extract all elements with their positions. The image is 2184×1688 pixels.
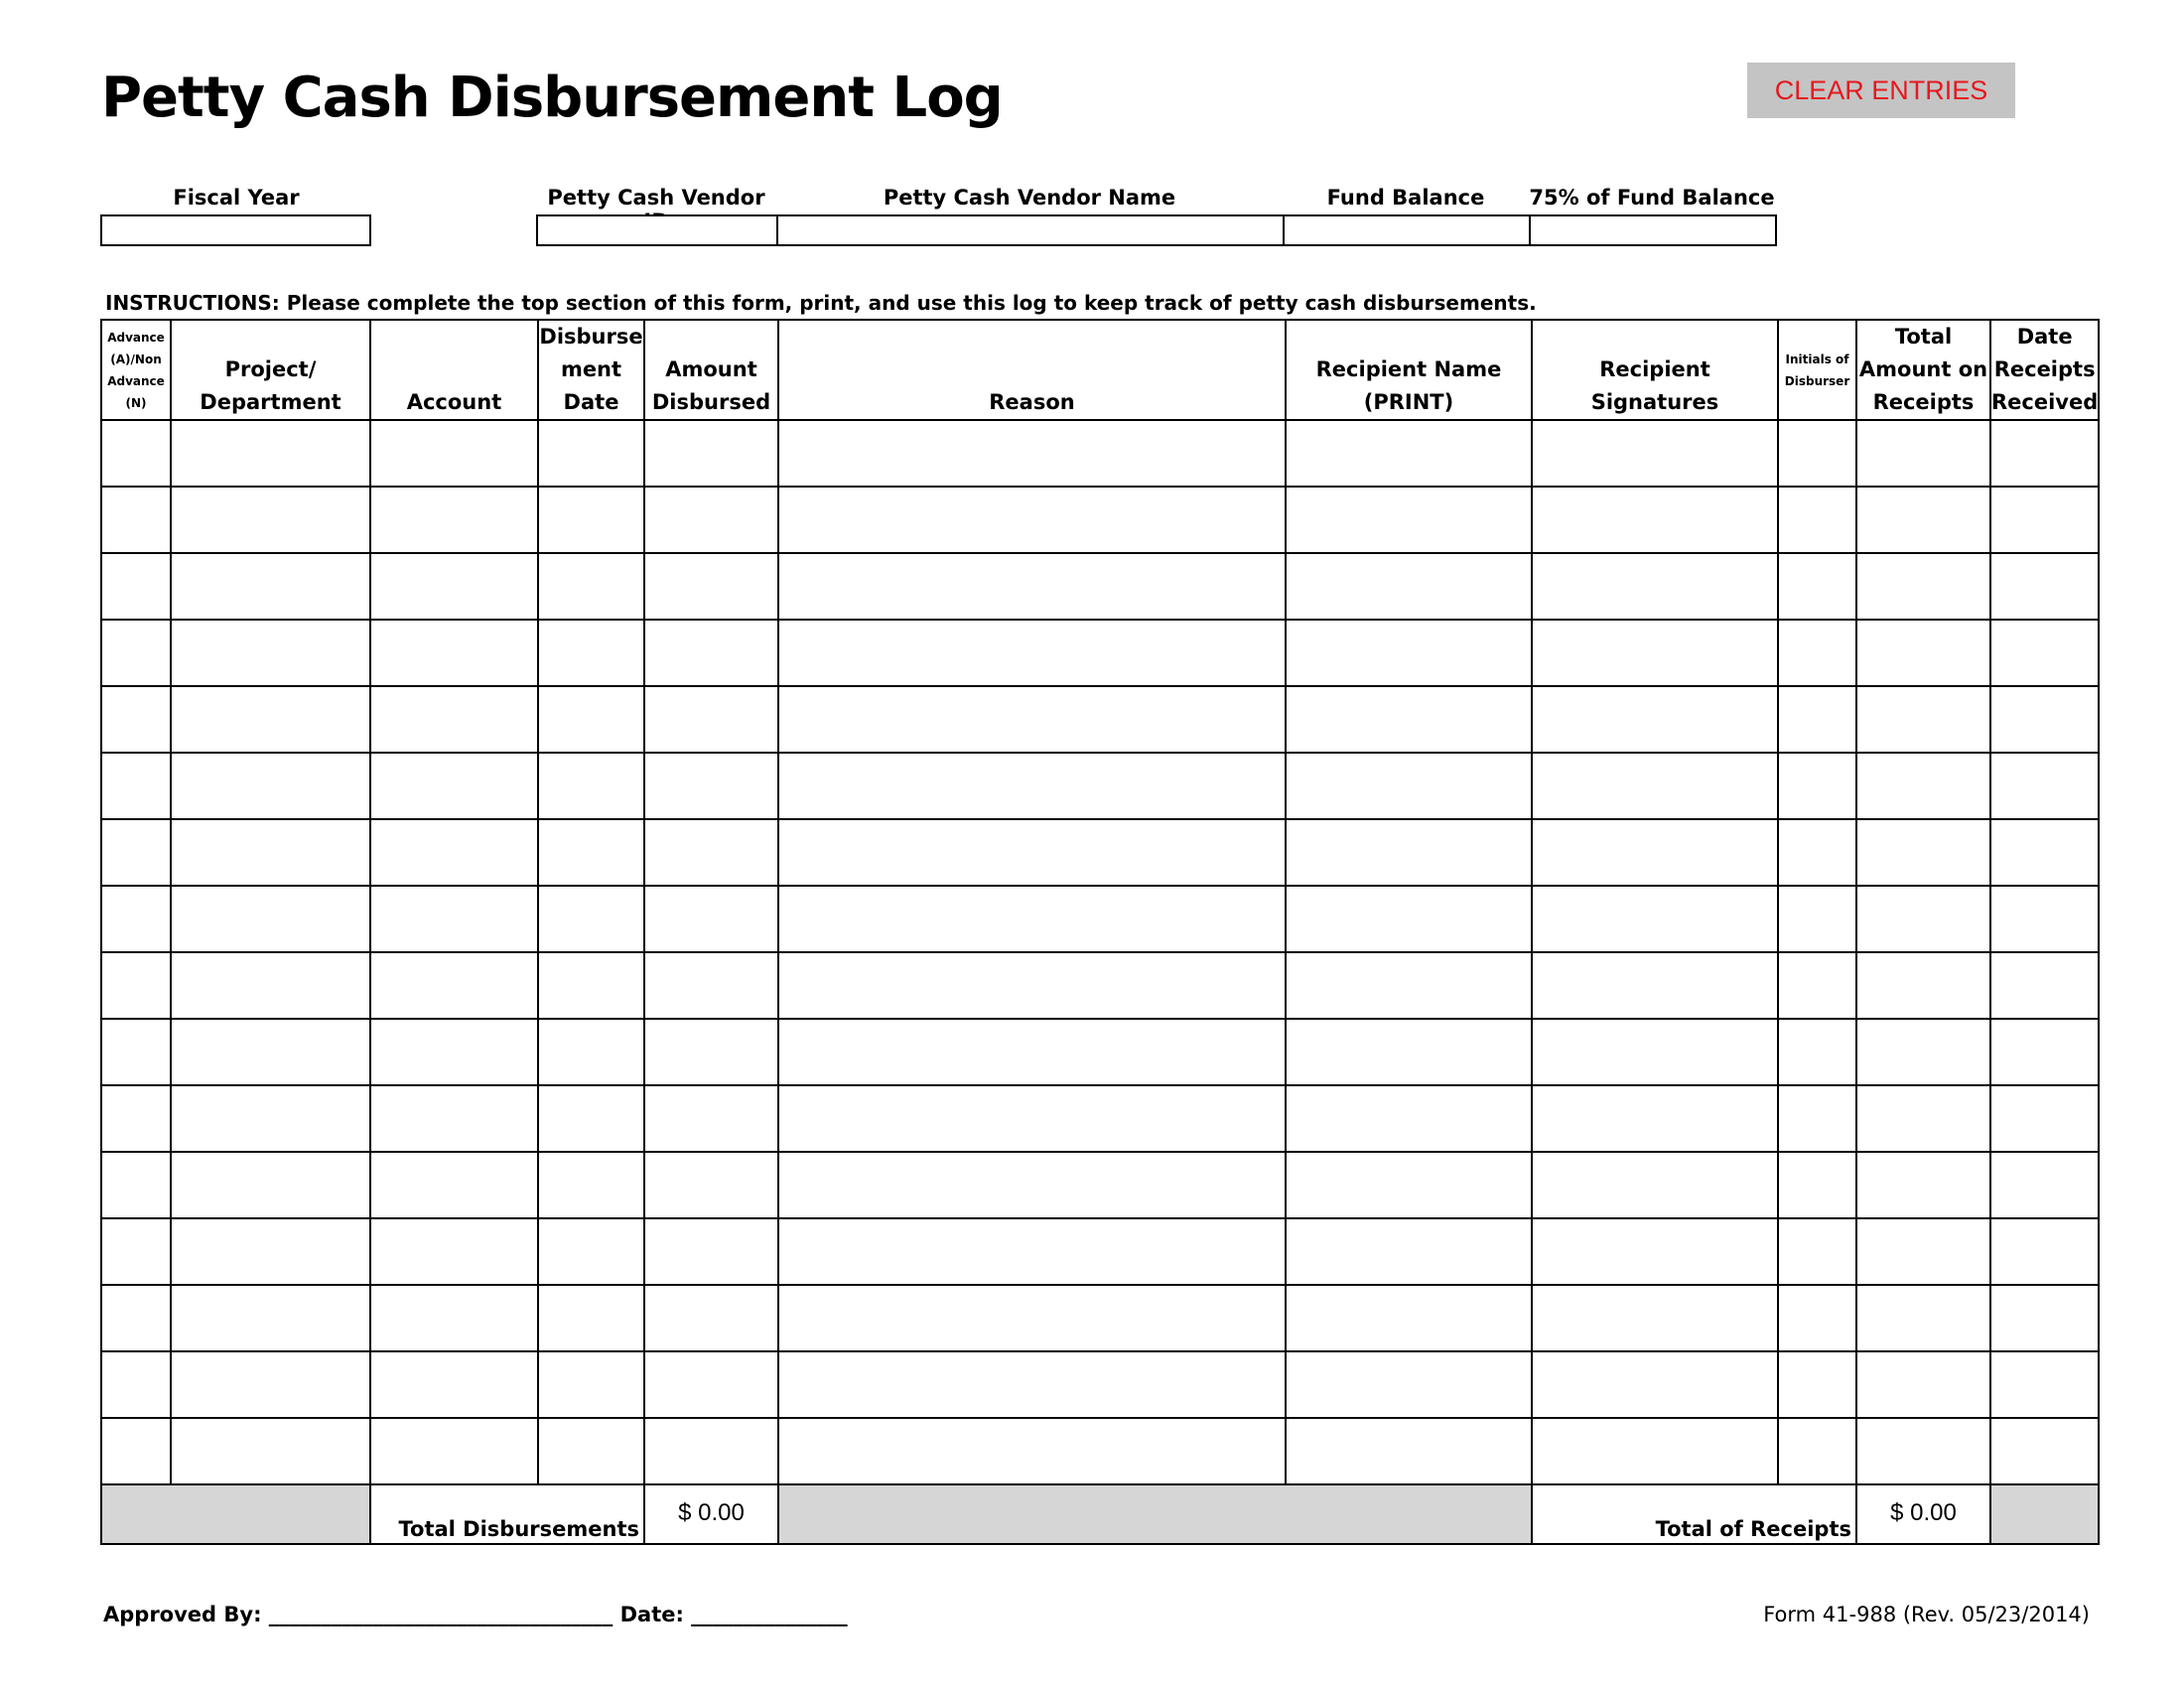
- disb-date-cell[interactable]: [538, 753, 644, 819]
- account-cell[interactable]: [370, 553, 538, 620]
- project-cell[interactable]: [171, 1285, 370, 1351]
- account-cell[interactable]: [370, 1285, 538, 1351]
- fund-balance-input[interactable]: [1283, 214, 1531, 246]
- total-receipts-cell[interactable]: [1856, 1285, 1990, 1351]
- signature-cell[interactable]: [1532, 1418, 1778, 1484]
- account-cell[interactable]: [370, 1418, 538, 1484]
- fund-75-label: 75% of Fund Balance: [1529, 186, 1775, 210]
- vendor-id-label: Petty Cash Vendor: [547, 186, 765, 210]
- amount-cell[interactable]: [644, 487, 778, 553]
- disb-date-cell[interactable]: [538, 1152, 644, 1218]
- disb-date-cell[interactable]: [538, 487, 644, 553]
- disb-date-cell[interactable]: [538, 952, 644, 1019]
- totals-gray-cell: [778, 1484, 1532, 1544]
- signature-cell[interactable]: [1532, 1218, 1778, 1285]
- advance-cell[interactable]: [101, 1285, 171, 1351]
- table-row: [101, 487, 2099, 553]
- table-row: [101, 819, 2099, 886]
- total-receipts-cell[interactable]: [1856, 753, 1990, 819]
- amount-cell[interactable]: [644, 1418, 778, 1484]
- reason-cell[interactable]: [778, 1085, 1286, 1152]
- account-cell[interactable]: [370, 1152, 538, 1218]
- col-account-header: Account: [370, 320, 538, 420]
- initials-cell[interactable]: [1778, 1418, 1856, 1484]
- disb-date-cell[interactable]: [538, 686, 644, 753]
- reason-cell[interactable]: [778, 553, 1286, 620]
- reason-cell[interactable]: [778, 487, 1286, 553]
- total-receipts-cell[interactable]: [1856, 819, 1990, 886]
- date-received-cell[interactable]: [1990, 420, 2099, 487]
- form-number: Form 41-988 (Rev. 05/23/2014): [1763, 1603, 2090, 1626]
- amount-cell[interactable]: [644, 753, 778, 819]
- disb-date-cell[interactable]: [538, 886, 644, 952]
- advance-cell[interactable]: [101, 753, 171, 819]
- recipient-name-cell[interactable]: [1286, 753, 1532, 819]
- reason-cell[interactable]: [778, 1218, 1286, 1285]
- totals-row: [101, 1484, 2099, 1544]
- table-row: [101, 1019, 2099, 1085]
- account-cell[interactable]: [370, 753, 538, 819]
- initials-cell[interactable]: [1778, 620, 1856, 686]
- total-receipts-cell[interactable]: [1856, 1019, 1990, 1085]
- signature-cell[interactable]: [1532, 1019, 1778, 1085]
- advance-cell[interactable]: [101, 686, 171, 753]
- disbursement-table: [100, 319, 2100, 1545]
- disb-date-cell[interactable]: [538, 1218, 644, 1285]
- total-receipts-cell[interactable]: [1856, 886, 1990, 952]
- project-cell[interactable]: [171, 553, 370, 620]
- col-date-received-header: Date Receipts Received: [1990, 320, 2099, 420]
- fiscal-year-input[interactable]: [100, 214, 371, 246]
- account-cell[interactable]: [370, 487, 538, 553]
- amount-cell[interactable]: [644, 1152, 778, 1218]
- signature-cell[interactable]: [1532, 819, 1778, 886]
- recipient-name-cell[interactable]: [1286, 1218, 1532, 1285]
- initials-cell[interactable]: [1778, 1351, 1856, 1418]
- reason-cell[interactable]: [778, 1285, 1286, 1351]
- recipient-name-cell[interactable]: [1286, 686, 1532, 753]
- vendor-name-input[interactable]: [776, 214, 1285, 246]
- reason-cell[interactable]: [778, 686, 1286, 753]
- project-cell[interactable]: [171, 1418, 370, 1484]
- date-received-cell[interactable]: [1990, 886, 2099, 952]
- project-cell[interactable]: [171, 952, 370, 1019]
- account-cell[interactable]: [370, 686, 538, 753]
- advance-cell[interactable]: [101, 1152, 171, 1218]
- signature-cell[interactable]: [1532, 420, 1778, 487]
- table-header-row: [101, 320, 2099, 420]
- signature-cell[interactable]: [1532, 952, 1778, 1019]
- advance-cell[interactable]: [101, 819, 171, 886]
- advance-cell[interactable]: [101, 886, 171, 952]
- project-cell[interactable]: [171, 1152, 370, 1218]
- signature-cell[interactable]: [1532, 1285, 1778, 1351]
- advance-cell[interactable]: [101, 952, 171, 1019]
- total-disbursements-value[interactable]: $ 0.00: [644, 1484, 778, 1544]
- instructions-text: INSTRUCTIONS: Please complete the top section of this form, print, and use this log to keep track of petty cash disbursements.: [105, 291, 1537, 315]
- date-received-cell[interactable]: [1990, 753, 2099, 819]
- fund-balance-label: Fund Balance: [1326, 186, 1485, 210]
- signature-cell[interactable]: [1532, 1085, 1778, 1152]
- table-row: [101, 620, 2099, 686]
- reason-cell[interactable]: [778, 952, 1286, 1019]
- date-received-cell[interactable]: [1990, 1418, 2099, 1484]
- total-receipts-cell[interactable]: [1856, 1418, 1990, 1484]
- recipient-name-cell[interactable]: [1286, 1351, 1532, 1418]
- disb-date-cell[interactable]: [538, 620, 644, 686]
- recipient-name-cell[interactable]: [1286, 886, 1532, 952]
- col-disb-date-header: Disburse ment Date: [538, 320, 644, 420]
- signature-cell[interactable]: [1532, 686, 1778, 753]
- account-cell[interactable]: [370, 819, 538, 886]
- table-row: [101, 686, 2099, 753]
- total-receipts-value[interactable]: $ 0.00: [1856, 1484, 1990, 1544]
- signature-cell[interactable]: [1532, 620, 1778, 686]
- table-row: [101, 1418, 2099, 1484]
- account-cell[interactable]: [370, 620, 538, 686]
- project-cell[interactable]: [171, 487, 370, 553]
- fund-75-input[interactable]: [1529, 214, 1777, 246]
- disb-date-cell[interactable]: [538, 1418, 644, 1484]
- account-cell[interactable]: [370, 1351, 538, 1418]
- project-cell[interactable]: [171, 1351, 370, 1418]
- amount-cell[interactable]: [644, 1085, 778, 1152]
- account-cell[interactable]: [370, 420, 538, 487]
- advance-cell[interactable]: [101, 1085, 171, 1152]
- recipient-name-cell[interactable]: [1286, 1019, 1532, 1085]
- account-cell[interactable]: [370, 1019, 538, 1085]
- total-receipts-cell[interactable]: [1856, 1351, 1990, 1418]
- disb-date-cell[interactable]: [538, 553, 644, 620]
- fiscal-year-label: Fiscal Year: [173, 186, 300, 210]
- amount-cell[interactable]: [644, 1285, 778, 1351]
- project-cell[interactable]: [171, 620, 370, 686]
- recipient-name-cell[interactable]: [1286, 1418, 1532, 1484]
- table-row: [101, 886, 2099, 952]
- table-row: [101, 1351, 2099, 1418]
- col-project-header: Project/ Department: [171, 320, 370, 420]
- total-receipts-cell[interactable]: [1856, 620, 1990, 686]
- disb-date-cell[interactable]: [538, 420, 644, 487]
- account-cell[interactable]: [370, 1218, 538, 1285]
- signature-cell[interactable]: [1532, 1152, 1778, 1218]
- totals-gray-cell: [101, 1484, 370, 1544]
- reason-cell[interactable]: [778, 819, 1286, 886]
- recipient-name-cell[interactable]: [1286, 620, 1532, 686]
- recipient-name-cell[interactable]: [1286, 487, 1532, 553]
- initials-cell[interactable]: [1778, 686, 1856, 753]
- recipient-name-cell[interactable]: [1286, 1085, 1532, 1152]
- table-row: [101, 553, 2099, 620]
- advance-cell[interactable]: [101, 1019, 171, 1085]
- date-received-cell[interactable]: [1990, 1285, 2099, 1351]
- project-cell[interactable]: [171, 420, 370, 487]
- amount-cell[interactable]: [644, 1019, 778, 1085]
- col-amount-header: Amount Disbursed: [644, 320, 778, 420]
- recipient-name-cell[interactable]: [1286, 1152, 1532, 1218]
- total-receipts-cell[interactable]: [1856, 1218, 1990, 1285]
- project-cell[interactable]: [171, 1019, 370, 1085]
- date-received-cell[interactable]: [1990, 1085, 2099, 1152]
- reason-cell[interactable]: [778, 1152, 1286, 1218]
- col-recipient-name-header: Recipient Name (PRINT): [1286, 320, 1532, 420]
- date-received-cell[interactable]: [1990, 819, 2099, 886]
- project-cell[interactable]: [171, 819, 370, 886]
- amount-cell[interactable]: [644, 1351, 778, 1418]
- project-cell[interactable]: [171, 886, 370, 952]
- amount-cell[interactable]: [644, 819, 778, 886]
- table-row: [101, 952, 2099, 1019]
- project-cell[interactable]: [171, 753, 370, 819]
- project-cell[interactable]: [171, 686, 370, 753]
- advance-cell[interactable]: [101, 620, 171, 686]
- table-row: [101, 1085, 2099, 1152]
- recipient-name-cell[interactable]: [1286, 819, 1532, 886]
- totals-gray-cell: [1990, 1484, 2099, 1544]
- date-received-cell[interactable]: [1990, 1351, 2099, 1418]
- account-cell[interactable]: [370, 952, 538, 1019]
- initials-cell[interactable]: [1778, 819, 1856, 886]
- reason-cell[interactable]: [778, 753, 1286, 819]
- amount-cell[interactable]: [644, 952, 778, 1019]
- table-row: [101, 1152, 2099, 1218]
- reason-cell[interactable]: [778, 620, 1286, 686]
- disb-date-cell[interactable]: [538, 1351, 644, 1418]
- amount-cell[interactable]: [644, 420, 778, 487]
- advance-cell[interactable]: [101, 553, 171, 620]
- initials-cell[interactable]: [1778, 1152, 1856, 1218]
- table-row: [101, 1218, 2099, 1285]
- reason-cell[interactable]: [778, 1418, 1286, 1484]
- initials-cell[interactable]: [1778, 1285, 1856, 1351]
- vendor-name-label: Petty Cash Vendor Name: [883, 186, 1176, 210]
- vendor-id-input[interactable]: [536, 214, 778, 246]
- total-receipts-cell[interactable]: [1856, 420, 1990, 487]
- reason-cell[interactable]: [778, 1351, 1286, 1418]
- initials-cell[interactable]: [1778, 1218, 1856, 1285]
- recipient-name-cell[interactable]: [1286, 1285, 1532, 1351]
- recipient-name-cell[interactable]: [1286, 553, 1532, 620]
- initials-cell[interactable]: [1778, 1019, 1856, 1085]
- signature-cell[interactable]: [1532, 553, 1778, 620]
- date-received-cell[interactable]: [1990, 1152, 2099, 1218]
- total-disbursements-label: Total Disbursements: [370, 1484, 644, 1544]
- recipient-name-cell[interactable]: [1286, 952, 1532, 1019]
- account-cell[interactable]: [370, 886, 538, 952]
- initials-cell[interactable]: [1778, 420, 1856, 487]
- approved-by-line: Approved By: _________________________________ Date: _______________: [103, 1603, 848, 1626]
- project-cell[interactable]: [171, 1085, 370, 1152]
- initials-cell[interactable]: [1778, 487, 1856, 553]
- col-initials-header: Initials of Disburser: [1778, 320, 1856, 420]
- reason-cell[interactable]: [778, 1019, 1286, 1085]
- disb-date-cell[interactable]: [538, 819, 644, 886]
- reason-cell[interactable]: [778, 420, 1286, 487]
- total-receipts-cell[interactable]: [1856, 553, 1990, 620]
- initials-cell[interactable]: [1778, 886, 1856, 952]
- col-advance-header: Advance (A)/Non Advance (N): [101, 320, 171, 420]
- date-received-cell[interactable]: [1990, 1019, 2099, 1085]
- signature-cell[interactable]: [1532, 1351, 1778, 1418]
- signature-cell[interactable]: [1532, 753, 1778, 819]
- amount-cell[interactable]: [644, 620, 778, 686]
- col-signatures-header: Recipient Signatures: [1532, 320, 1778, 420]
- total-receipts-cell[interactable]: [1856, 1085, 1990, 1152]
- initials-cell[interactable]: [1778, 952, 1856, 1019]
- total-receipts-cell[interactable]: [1856, 487, 1990, 553]
- advance-cell[interactable]: [101, 487, 171, 553]
- amount-cell[interactable]: [644, 686, 778, 753]
- project-cell[interactable]: [171, 1218, 370, 1285]
- col-reason-header: Reason: [778, 320, 1286, 420]
- table-row: [101, 420, 2099, 487]
- page-title: Petty Cash Disbursement Log: [101, 66, 1003, 130]
- signature-cell[interactable]: [1532, 886, 1778, 952]
- total-receipts-cell[interactable]: [1856, 952, 1990, 1019]
- total-receipts-cell[interactable]: [1856, 1152, 1990, 1218]
- date-received-cell[interactable]: [1990, 952, 2099, 1019]
- clear-entries-button[interactable]: CLEAR ENTRIES: [1747, 63, 2015, 118]
- advance-cell[interactable]: [101, 1351, 171, 1418]
- advance-cell[interactable]: [101, 1418, 171, 1484]
- disb-date-cell[interactable]: [538, 1285, 644, 1351]
- disb-date-cell[interactable]: [538, 1085, 644, 1152]
- recipient-name-cell[interactable]: [1286, 420, 1532, 487]
- date-received-cell[interactable]: [1990, 686, 2099, 753]
- amount-cell[interactable]: [644, 886, 778, 952]
- initials-cell[interactable]: [1778, 753, 1856, 819]
- date-received-cell[interactable]: [1990, 1218, 2099, 1285]
- amount-cell[interactable]: [644, 553, 778, 620]
- amount-cell[interactable]: [644, 1218, 778, 1285]
- initials-cell[interactable]: [1778, 1085, 1856, 1152]
- total-receipts-cell[interactable]: [1856, 686, 1990, 753]
- reason-cell[interactable]: [778, 886, 1286, 952]
- date-received-cell[interactable]: [1990, 553, 2099, 620]
- account-cell[interactable]: [370, 1085, 538, 1152]
- initials-cell[interactable]: [1778, 553, 1856, 620]
- total-receipts-label: Total of Receipts: [1532, 1484, 1856, 1544]
- table-row: [101, 753, 2099, 819]
- date-received-cell[interactable]: [1990, 620, 2099, 686]
- disb-date-cell[interactable]: [538, 1019, 644, 1085]
- table-row: [101, 1285, 2099, 1351]
- col-total-receipts-header: Total Amount on Receipts: [1856, 320, 1990, 420]
- advance-cell[interactable]: [101, 420, 171, 487]
- signature-cell[interactable]: [1532, 487, 1778, 553]
- date-received-cell[interactable]: [1990, 487, 2099, 553]
- advance-cell[interactable]: [101, 1218, 171, 1285]
